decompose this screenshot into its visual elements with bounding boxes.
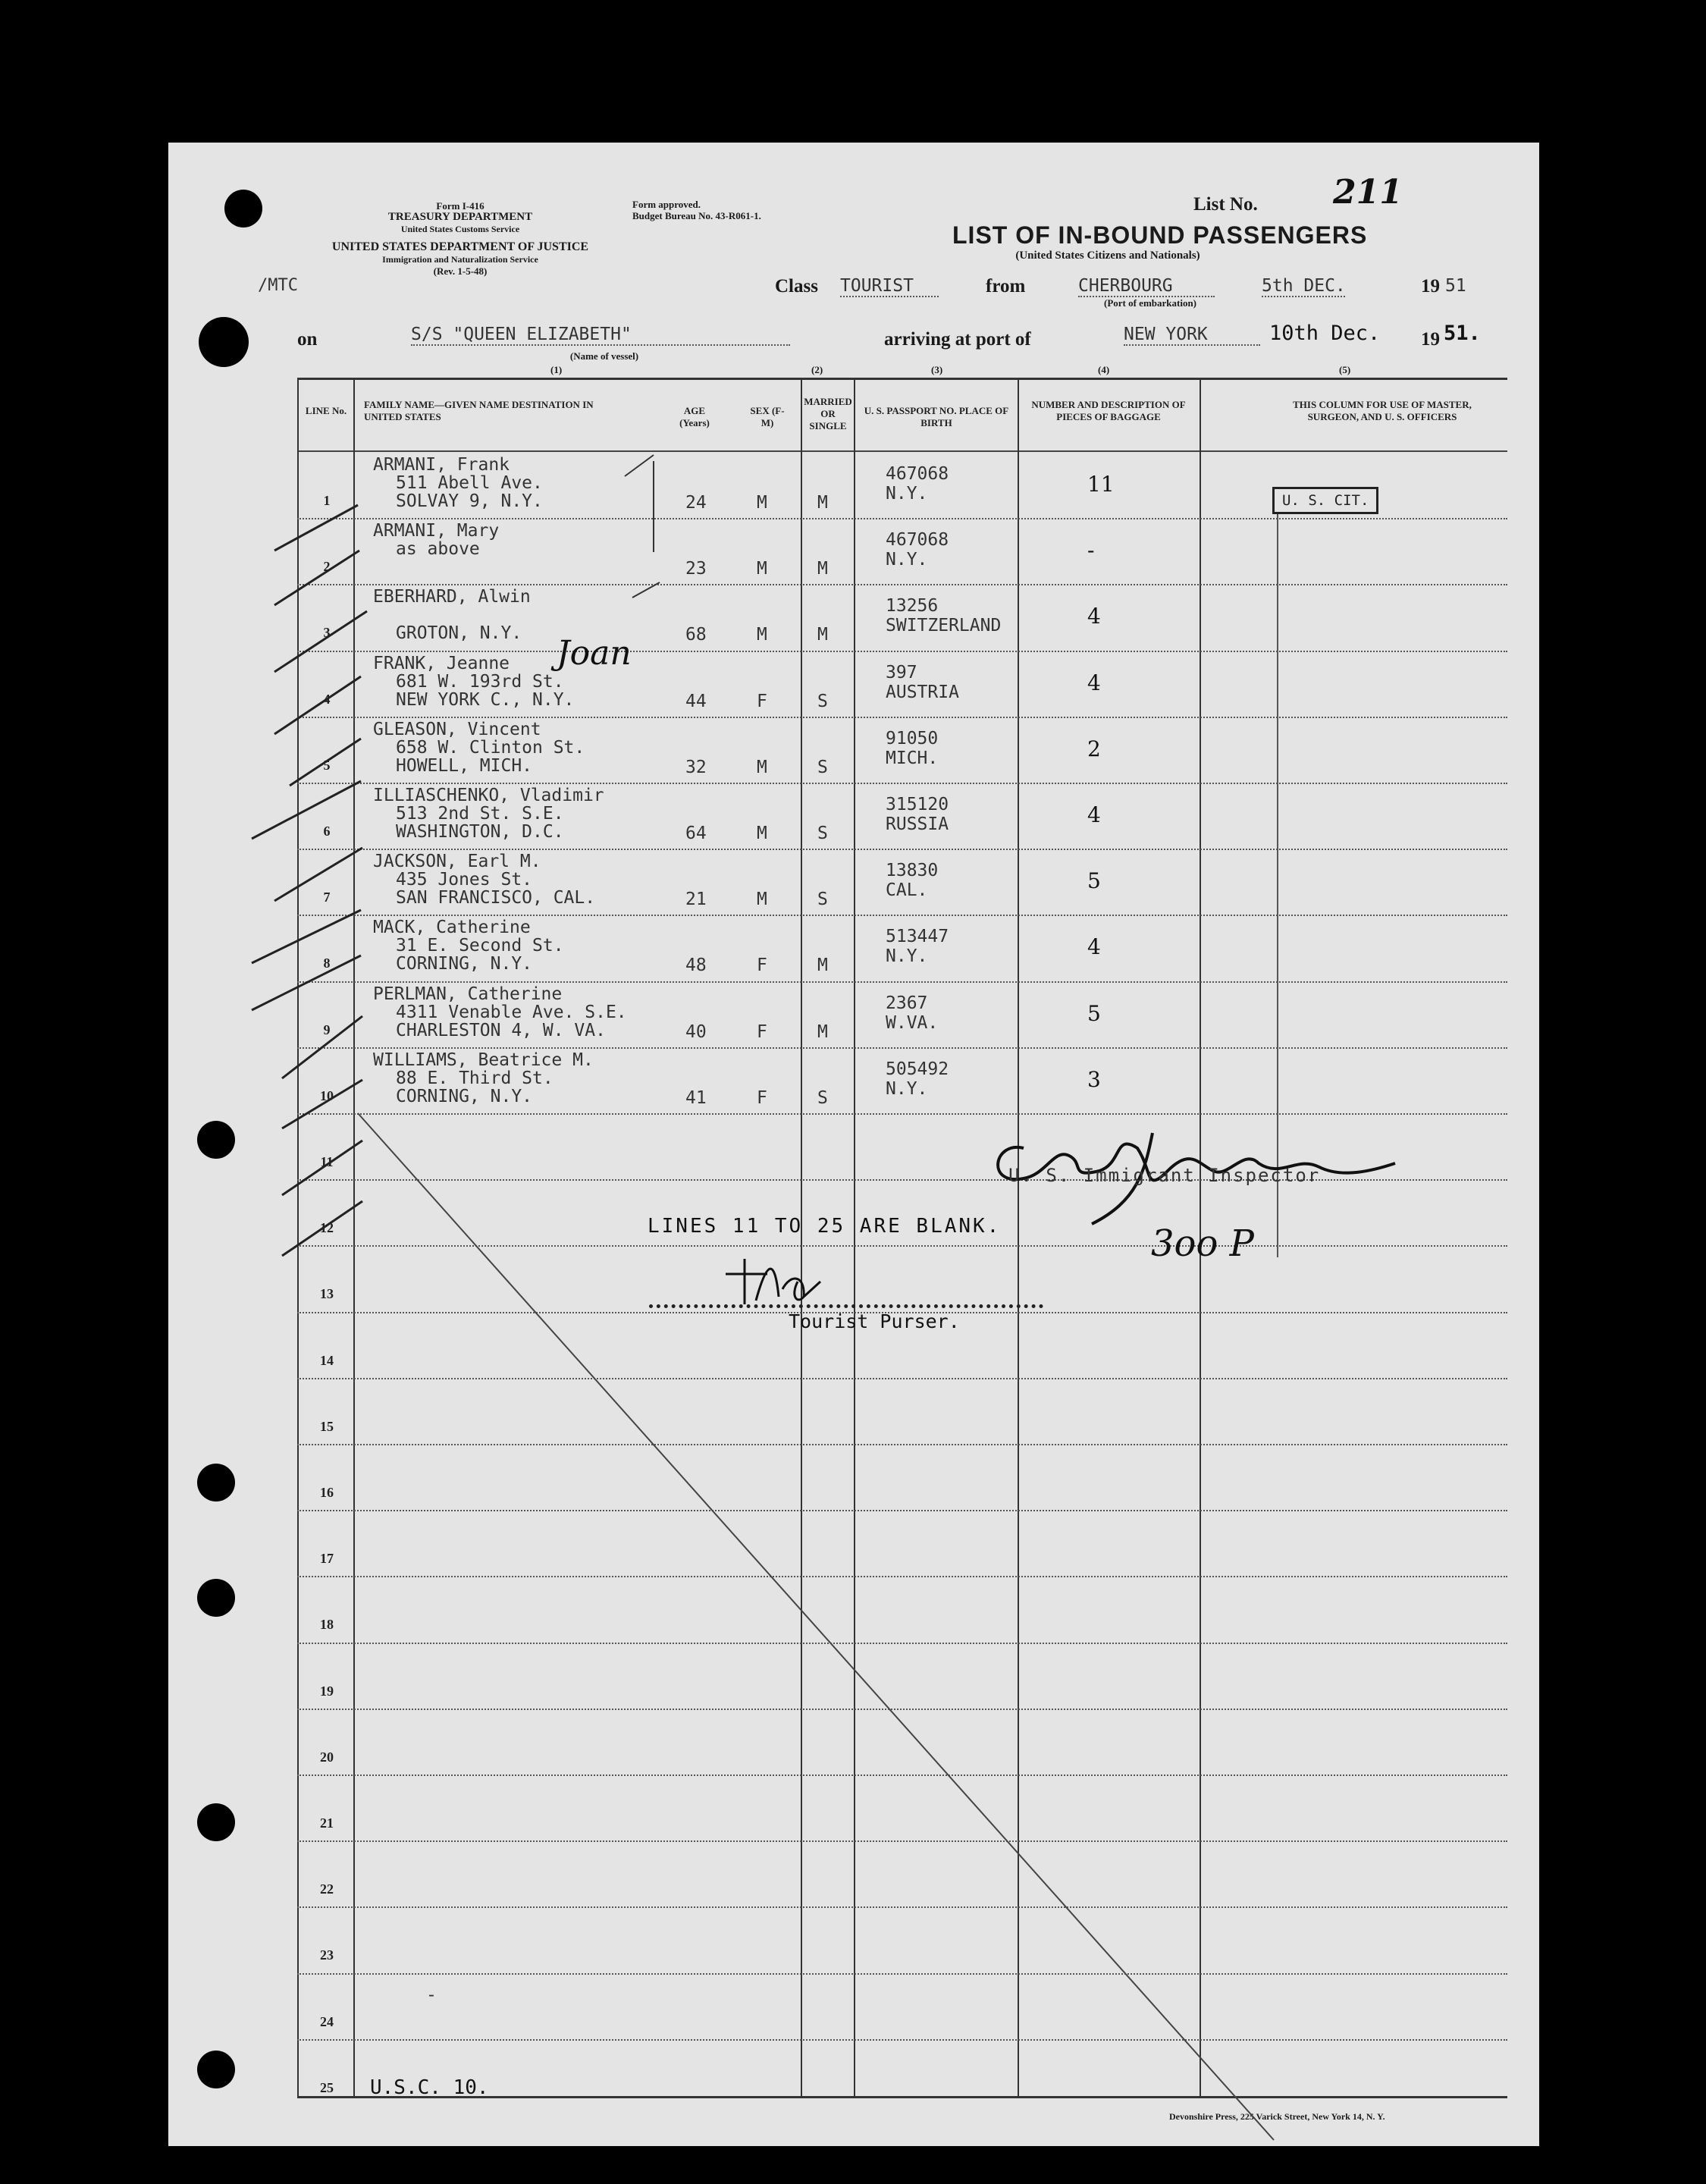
passenger-sex: F — [757, 691, 767, 711]
passenger-marital-status: M — [817, 493, 828, 513]
line-number: 22 — [320, 1881, 334, 1897]
line-number: 17 — [320, 1551, 334, 1567]
line-number: 11 — [320, 1154, 334, 1169]
passenger-age: 23 — [685, 559, 707, 579]
passenger-name: ARMANI, Mary — [373, 521, 500, 541]
from-label: from — [986, 276, 1026, 297]
us-citizen-stamp: U. S. CIT. — [1272, 487, 1378, 514]
form-subtitle: (United States Citizens and Nationals) — [1015, 249, 1200, 262]
line-number: 24 — [320, 2013, 334, 2029]
vessel-caption: (Name of vessel) — [569, 350, 639, 362]
line-number: 2 — [323, 559, 331, 575]
from-value: CHERBOURG — [1078, 276, 1215, 297]
place-of-birth: MICH. — [886, 748, 939, 768]
passenger-address-street: 658 W. Clinton St. — [396, 737, 585, 758]
passenger-address-street: 681 W. 193rd St. — [396, 671, 564, 692]
baggage-count: 3 — [1087, 1066, 1101, 1092]
passenger-age: 21 — [685, 890, 707, 910]
form-number: Form I-416 — [436, 200, 485, 212]
justice-department: UNITED STATES DEPARTMENT OF JUSTICE — [331, 240, 589, 253]
class-label: Class — [775, 276, 818, 297]
passenger-sex: M — [757, 559, 767, 579]
line-number: 20 — [320, 1749, 334, 1765]
baggage-count: 4 — [1087, 934, 1101, 960]
line-number: 7 — [323, 890, 331, 905]
line-number: 15 — [320, 1418, 334, 1434]
passenger-address-street: 513 2nd St. S.E. — [396, 804, 564, 824]
passenger-address-street: 435 Jones St. — [396, 870, 533, 890]
passenger-sex: M — [757, 757, 767, 777]
passenger-name: PERLMAN, Catherine — [373, 984, 563, 1004]
col-header-age: AGE (Years) — [679, 405, 710, 428]
place-of-birth: W.VA. — [886, 1012, 939, 1033]
passenger-marital-status: M — [817, 1021, 828, 1042]
passenger-age: 48 — [685, 956, 707, 976]
passenger-sex: F — [757, 956, 767, 976]
passenger-sex: M — [757, 824, 767, 843]
line-number: 9 — [323, 1021, 331, 1037]
passenger-address-street: 88 E. Third St. — [396, 1068, 554, 1088]
col-header-baggage: NUMBER AND DESCRIPTION OF PIECES OF BAGGAGE — [1031, 399, 1186, 422]
list-no-label: List No. — [1193, 194, 1258, 215]
passenger-sex: M — [757, 890, 767, 910]
column-number-1: (1) — [550, 364, 563, 375]
arrival-port: NEW YORK — [1124, 325, 1260, 346]
line-number: 4 — [323, 691, 331, 707]
passenger-address-street: as above — [396, 539, 480, 560]
baggage-count: 4 — [1087, 670, 1101, 695]
passenger-name: FRANK, Jeanne — [373, 653, 510, 673]
line-number: 8 — [323, 956, 331, 971]
budget-bureau: Budget Bureau No. 43-R061-1. — [632, 210, 761, 221]
passenger-marital-status: S — [817, 691, 828, 711]
passenger-address-city: CORNING, N.Y. — [396, 1086, 533, 1106]
passport-number: 2367 — [886, 993, 928, 1013]
passenger-address-city: HOWELL, MICH. — [396, 755, 533, 776]
vessel-name: S/S "QUEEN ELIZABETH" — [411, 325, 790, 346]
col-header-passport: U. S. PASSPORT NO. PLACE OF BIRTH — [864, 405, 1009, 428]
column-number-3: (3) — [931, 364, 943, 375]
passenger-name: ARMANI, Frank — [373, 455, 510, 475]
form-approved: Form approved. — [632, 199, 701, 210]
col-header-sex: SEX (F-M) — [750, 405, 785, 428]
place-of-birth: N.Y. — [886, 946, 928, 967]
line-number: 23 — [320, 1947, 334, 1963]
lines-blank-note: LINES 11 TO 25 ARE BLANK. — [648, 1215, 1002, 1238]
line-number: 18 — [320, 1617, 334, 1633]
list-no-value: 211 — [1333, 173, 1403, 212]
baggage-count: - — [1087, 538, 1095, 563]
passenger-name: MACK, Catherine — [373, 918, 531, 938]
passenger-age: 44 — [685, 691, 707, 711]
passenger-sex: F — [757, 1087, 767, 1108]
passport-number: 505492 — [886, 1059, 949, 1079]
baggage-count: 2 — [1087, 736, 1101, 761]
ins-service: Immigration and Naturalization Service — [382, 254, 538, 265]
passenger-age: 68 — [685, 625, 707, 645]
passenger-address-street: 511 Abell Ave. — [396, 473, 543, 493]
usc-note: U.S.C. 10. — [370, 2076, 489, 2099]
passenger-marital-status: S — [817, 824, 828, 843]
passenger-age: 32 — [685, 757, 707, 777]
line-number: 14 — [320, 1352, 334, 1368]
passenger-name: ILLIASCHENKO, Vladimir — [373, 786, 604, 805]
passenger-name: WILLIAMS, Beatrice M. — [373, 1050, 594, 1070]
passenger-name: JACKSON, Earl M. — [373, 852, 541, 872]
on-label: on — [297, 329, 318, 350]
place-of-birth: SWITZERLAND — [886, 616, 1002, 636]
column-number-2: (2) — [811, 364, 823, 375]
depart-year: 51 — [1445, 276, 1466, 296]
column-number-5: (5) — [1339, 364, 1351, 375]
line-number: 25 — [320, 2079, 334, 2095]
passenger-age: 40 — [685, 1021, 707, 1042]
passport-number: 13256 — [886, 596, 939, 617]
passport-number: 315120 — [886, 795, 949, 814]
passenger-address-city: GROTON, N.Y. — [396, 623, 522, 644]
passenger-name: EBERHARD, Alwin — [373, 587, 531, 607]
passenger-age: 41 — [685, 1087, 707, 1108]
line-number: 19 — [320, 1683, 334, 1699]
passport-number: 467068 — [886, 464, 949, 484]
line-number: 10 — [320, 1087, 334, 1103]
inspector-title: U. S. Immigrant Inspector — [1008, 1165, 1321, 1186]
passenger-address-city: CORNING, N.Y. — [396, 954, 533, 974]
place-of-birth: N.Y. — [886, 484, 928, 504]
place-of-birth: AUSTRIA — [886, 682, 959, 702]
col-header-married: MARRIED OR SINGLE — [804, 396, 852, 431]
depart-date: 5th DEC. — [1262, 276, 1346, 296]
passport-number: 467068 — [886, 530, 949, 551]
passenger-address-city: SAN FRANCISCO, CAL. — [396, 888, 596, 908]
arrival-year: 51. — [1444, 322, 1481, 345]
line-number: 13 — [320, 1286, 334, 1302]
line-number: 21 — [320, 1815, 334, 1831]
passport-number: 13830 — [886, 861, 939, 881]
revision: (Rev. 1-5-48) — [433, 265, 488, 277]
passenger-marital-status: M — [817, 559, 828, 579]
line-number: 5 — [323, 757, 331, 773]
baggage-count: 11 — [1087, 472, 1115, 497]
passenger-age: 24 — [685, 493, 707, 513]
line-number: 3 — [323, 625, 331, 641]
line-number: 12 — [320, 1220, 334, 1236]
port-embarkation-caption: (Port of embarkation) — [1103, 297, 1197, 309]
baggage-count: 4 — [1087, 604, 1101, 629]
line-number: 16 — [320, 1485, 334, 1500]
form-title: LIST OF IN-BOUND PASSENGERS — [952, 221, 1368, 249]
passenger-address-city: CHARLESTON 4, W. VA. — [396, 1020, 606, 1040]
passport-number: 91050 — [886, 728, 939, 748]
passenger-address-city: WASHINGTON, D.C. — [396, 822, 564, 842]
dash-note: - — [426, 1985, 437, 2005]
passenger-marital-status: S — [817, 757, 828, 777]
passenger-address-street: 4311 Venable Ave. S.E. — [396, 1002, 627, 1022]
passenger-address-street: 31 E. Second St. — [396, 936, 564, 956]
passenger-marital-status: M — [817, 625, 828, 645]
place-of-birth: N.Y. — [886, 1078, 928, 1099]
place-of-birth: CAL. — [886, 880, 928, 901]
arrival-year-prefix: 19 — [1421, 329, 1440, 350]
mtc-code: /MTC — [258, 276, 298, 295]
passenger-sex: F — [757, 1021, 767, 1042]
treasury-department: TREASURY DEPARTMENT — [387, 211, 533, 223]
arrival-date: 10th Dec. — [1269, 322, 1381, 345]
time-note: 3oo P — [1151, 1222, 1254, 1265]
passenger-manifest-page — [168, 143, 1539, 2146]
column-number-4: (4) — [1098, 364, 1110, 375]
passenger-name: GLEASON, Vincent — [373, 719, 541, 739]
passenger-sex: M — [757, 493, 767, 513]
handwritten-correction-joan: Joan — [557, 634, 632, 673]
place-of-birth: RUSSIA — [886, 814, 949, 834]
passenger-sex: M — [757, 625, 767, 645]
baggage-count: 5 — [1087, 1000, 1101, 1026]
purser-title: Tourist Purser. — [789, 1310, 960, 1332]
passenger-marital-status: M — [817, 956, 828, 976]
passenger-address-city: SOLVAY 9, N.Y. — [396, 491, 543, 511]
baggage-count: 5 — [1087, 868, 1101, 894]
passenger-age: 64 — [685, 824, 707, 843]
baggage-count: 4 — [1087, 802, 1101, 827]
customs-service: United States Customs Service — [400, 224, 520, 234]
arriving-label: arriving at port of — [884, 329, 1031, 350]
col-header-officers: THIS COLUMN FOR USE OF MASTER, SURGEON, AND U. S. OFFICERS — [1293, 399, 1472, 422]
passport-number: 397 — [886, 662, 917, 682]
depart-year-prefix: 19 — [1421, 276, 1440, 297]
printer-credit: Devonshire Press, 225 Varick Street, New York 14, N. Y. — [1169, 2111, 1385, 2122]
passenger-address-city: NEW YORK C., N.Y. — [396, 689, 575, 710]
passport-number: 513447 — [886, 927, 949, 947]
col-header-name: FAMILY NAME—GIVEN NAME DESTINATION IN UNITED STATES — [364, 399, 594, 422]
passenger-marital-status: S — [817, 1087, 828, 1108]
class-value: TOURIST — [840, 276, 939, 297]
line-number: 1 — [323, 493, 331, 508]
place-of-birth: N.Y. — [886, 550, 928, 570]
line-number: 6 — [323, 824, 331, 839]
col-header-line: LINE No. — [305, 405, 347, 416]
passenger-marital-status: S — [817, 890, 828, 910]
cancellation-strokes — [168, 143, 1539, 2146]
